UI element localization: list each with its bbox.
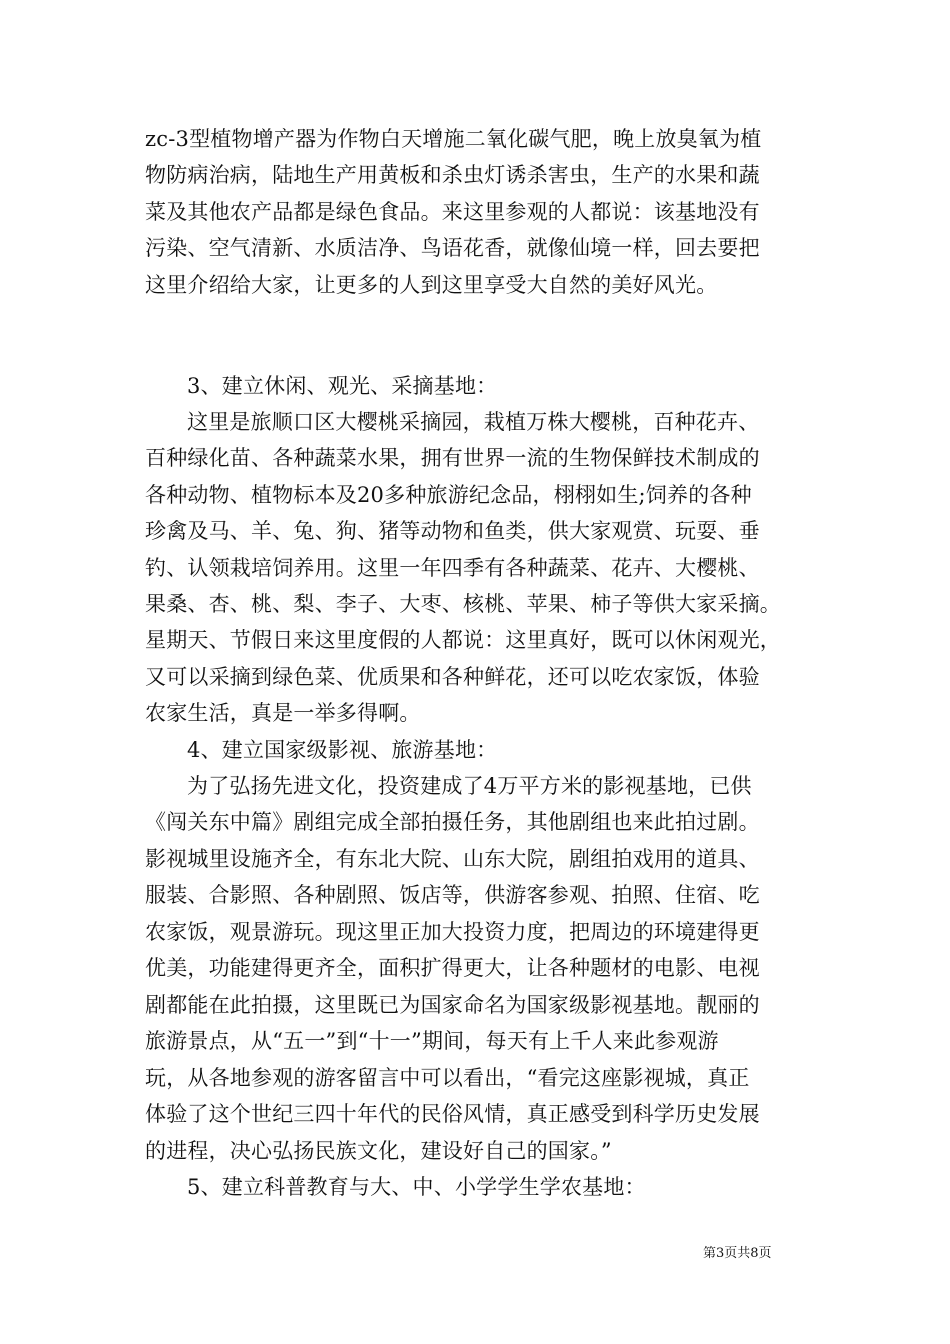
paragraph-line: 农家生活，真是一举多得啊。: [145, 701, 421, 725]
paragraph-line: 物防病治病，陆地生产用黄板和杀虫灯诱杀害虫，生产的水果和蔬: [145, 163, 760, 187]
paragraph-line: 优美，功能建得更齐全，面积扩得更大，让各种题材的电影、电视: [145, 956, 760, 980]
section-heading: 3、建立休闲、观光、采摘基地：: [187, 374, 498, 398]
paragraph-line: 旅游景点，从“五一”到“十一”期间，每天有上千人来此参观游: [145, 1029, 719, 1053]
paragraph-line: 百种绿化苗、各种蔬菜水果，拥有世界一流的生物保鲜技术制成的: [145, 446, 760, 470]
paragraph-line: 这里是旅顺口区大樱桃采摘园，栽植万株大樱桃，百种花卉、: [187, 410, 760, 434]
paragraph-line: 《闯关东中篇》剧组完成全部拍摄任务，其他剧组也来此拍过剧。: [145, 810, 760, 834]
paragraph-line: 的进程，决心弘扬民族文化，建设好自己的国家。”: [145, 1139, 612, 1163]
paragraph-line: 农家饭，观景游玩。现这里正加大投资力度，把周边的环境建得更: [145, 920, 760, 944]
paragraph-line: 体验了这个世纪三四十年代的民俗风情，真正感受到科学历史发展: [145, 1102, 760, 1126]
paragraph-line: 星期天、节假日来这里度假的人都说：这里真好，既可以休闲观光，: [145, 628, 781, 652]
paragraph-line: 为了弘扬先进文化，投资建成了4万平方米的影视基地，已供: [187, 774, 752, 798]
section-heading: 5、建立科普教育与大、中、小学学生学农基地：: [187, 1175, 646, 1199]
paragraph-line: 这里介绍给大家，让更多的人到这里享受大自然的美好风光。: [145, 273, 718, 297]
paragraph-line: 影视城里设施齐全，有东北大院、山东大院，剧组拍戏用的道具、: [145, 847, 760, 871]
paragraph-line: 果桑、杏、桃、梨、李子、大枣、核桃、苹果、柿子等供大家采摘。: [145, 592, 781, 616]
paragraph-line: 污染、空气清新、水质洁净、鸟语花香，就像仙境一样，回去要把: [145, 236, 760, 260]
paragraph-line: 又可以采摘到绿色菜、优质果和各种鲜花，还可以吃农家饭，体验: [145, 665, 760, 689]
paragraph-line: 钓、认领栽培饲养用。这里一年四季有各种蔬菜、花卉、大樱桃、: [145, 556, 760, 580]
paragraph-line: 珍禽及马、羊、兔、狗、猪等动物和鱼类，供大家观赏、玩耍、垂: [145, 519, 760, 543]
paragraph-line: 各种动物、植物标本及20多种旅游纪念品，栩栩如生;饲养的各种: [145, 483, 752, 507]
page-number: 第3页共8页: [703, 1246, 772, 1261]
paragraph-line: 玩，从各地参观的游客留言中可以看出，“看完这座影视城，真正: [145, 1066, 750, 1090]
paragraph-line: zc-3型植物增产器为作物白天增施二氧化碳气肥，晚上放臭氧为植: [145, 127, 762, 151]
paragraph-line: 菜及其他农产品都是绿色食品。来这里参观的人都说：该基地没有: [145, 200, 760, 224]
section-heading: 4、建立国家级影视、旅游基地：: [187, 738, 498, 762]
paragraph-line: 服装、合影照、各种剧照、饭店等，供游客参观、拍照、住宿、吃: [145, 883, 760, 907]
paragraph-line: 剧都能在此拍摄，这里既已为国家命名为国家级影视基地。靓丽的: [145, 993, 760, 1017]
